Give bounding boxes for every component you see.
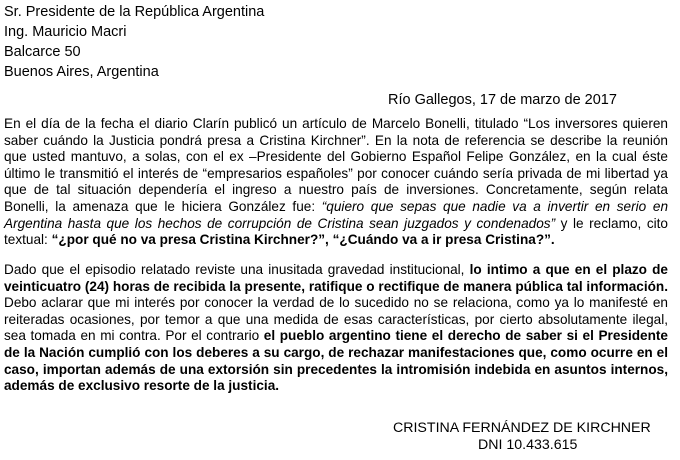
paragraph-2-bold-a: lo intimo a que en el plazo de veinticuatro (24) horas de recibida la presente, ratifique o rectifique de manera pública tal información. — [4, 262, 668, 294]
recipient-street: Balcarce 50 — [4, 44, 81, 60]
paragraph-2-bold-b: el pueblo argentino tiene el derecho de saber si el Presidente de la Nación cumplió con los deberes a su cargo, de rechazar manifestaciones que, como ocurre en el caso, importan además de una extorsión sin precedentes la intromisión indebida en asuntos internos, además de exclusivo resorte de la justicia. — [4, 328, 668, 394]
paragraph-2-text-b: Debo aclarar que mi interés por conocer la verdad de lo sucedido no se relaciona, como ya lo manifesté en reiteradas ocasiones, por temor a que una medida de esas características, por cierto absolutamente ilegal, sea tomada en mi contra. Por el contrario — [4, 295, 668, 344]
recipient-city: Buenos Aires, Argentina — [4, 64, 159, 80]
recipient-name: Ing. Mauricio Macri — [4, 24, 127, 40]
paragraph-1-bold-quote: “¿por qué no va presa Cristina Kirchner?”, “¿Cuándo va a ir presa Cristina?”. — [51, 232, 555, 248]
paragraph-2-text-a: Dado que el episodio relatado reviste una inusitada gravedad institucional, — [4, 262, 470, 277]
signature-name: CRISTINA FERNÁNDEZ DE KIRCHNER — [393, 420, 651, 436]
recipient-block — [4, 2, 264, 82]
recipient-title: Sr. Presidente de la República Argentina — [4, 4, 265, 20]
paragraph-1-text-a: En el día de la fecha el diario Clarín publicó un artículo de Marcelo Bonelli, titulado “Los inversores quieren saber cuándo la Justicia pondrá presa a Cristina Kirchner”. En la nota de referencia se describe la reunión que usted mantuvo, a solas, con el ex –Presidente del Gobierno Español Felipe González, en la cual éste último le transmitió el interés de “empresarios españoles” por conocer cuándo sería privada de mi libertad ya que de tal situación dependería el ingreso a nuestro país de inversiones. Concretamente, según relata Bonelli, la amenaza que le hiciera González fue: — [4, 116, 668, 214]
place-date: Río Gallegos, 17 de marzo de 2017 — [388, 92, 617, 108]
paragraph-1-text-b: y le reclamo, cito textual: — [4, 215, 668, 248]
paragraph-1 — [4, 116, 668, 249]
signature-block — [393, 420, 651, 453]
paragraph-2 — [4, 262, 668, 395]
signature-dni: DNI 10.433.615 — [478, 436, 578, 453]
paragraph-1-italic-quote: “quiero que sepas que nadie va a invertir en serio en Argentina hasta que los hechos de corrupción de Cristina sean juzgados y condenados” — [4, 198, 668, 231]
